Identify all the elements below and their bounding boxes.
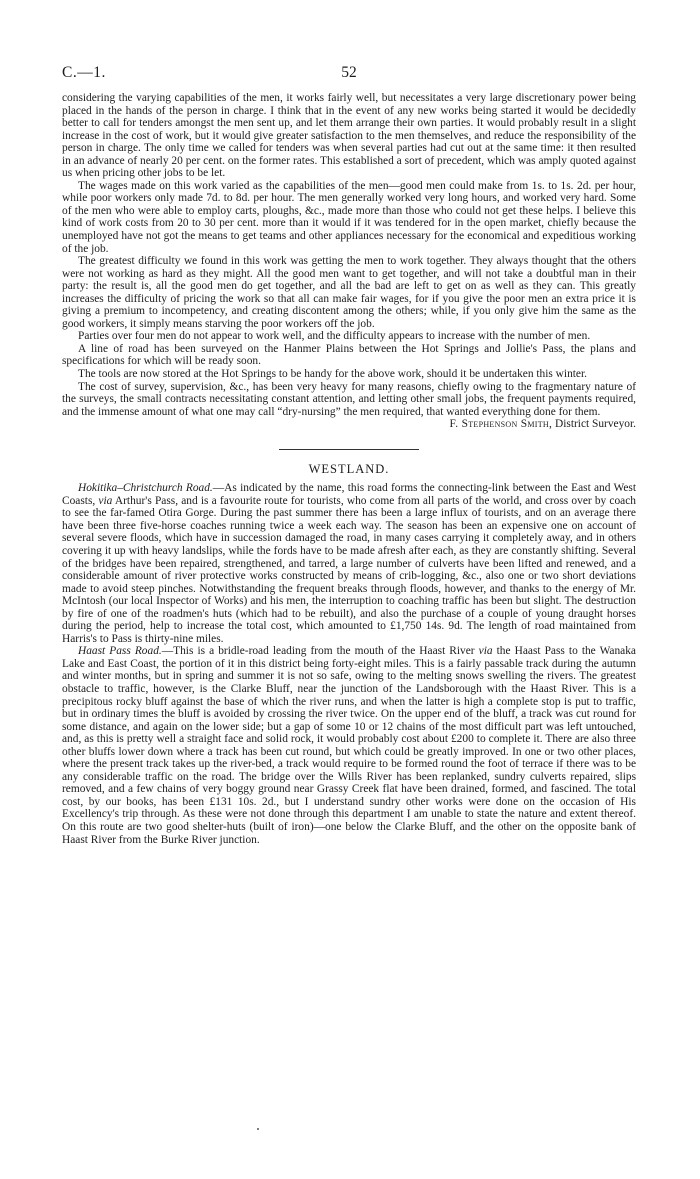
stray-mark xyxy=(257,1128,259,1130)
paragraph-party-size: Parties over four men do not appear to work well, and the difficulty appears to increase with the number of men. xyxy=(78,330,591,343)
paragraph-survey-cost: The cost of survey, supervision, &c., has been very heavy for many reasons, chiefly owing to the fragmentary nature of the surveys, the small contracts necessitating constant attention, and letting other small jobs, the frequent payments required, and the immense amount of what one may call “dry-nursing” the men required, that wanted everything done for them. xyxy=(62,380,636,418)
signature-name: F. Stephenson Smith, xyxy=(449,418,553,431)
section-divider xyxy=(279,449,419,450)
report-reference: C.—1. xyxy=(62,64,106,81)
page-number: 52 xyxy=(341,64,357,81)
paragraph-hokitika-road: Hokitika–Christchurch Road.—As indicated by the name, this road forms the connecting-link between the East and West Coasts, via Arthur's Pass, and is a favourite route for tourists, who come from all parts of the world, and cross over by coach to see the far-famed Otira Gorge. During the past summer there has been a large influx of tourists, and on an average there have been three five-horse coaches running twice a week each way. The season has been an expensive one on account of several severe floods, which have in succession damaged the road, in many cases carrying it completely away, and in others covering it up with heavy landslips, while the fords have to be made afresh after each, as they are constantly shifting. Several of the bridges have been repaired, strengthened, and tarred, a large number of culverts have been lifted and renewed, and a considerable amount of river protective works constructed by means of crib-logging, &c., also one or two short deviations made to avoid steep pinches. Notwithstanding the frequent breaks through floods, however, and thanks to the energy of Mr. McIntosh (our local Inspector of Works) and his men, the interruption to coaching traffic has been but slight. The destruction by fire of one of the roadmen's huts (which had to be rebuilt), and also the purchase of a couple of young draught horses during the period, help to increase the total cost, which amounted to £1,750 14s. 9d. The length of road maintained from Harris's to Pass is thirty-nine miles. xyxy=(62,482,636,645)
paragraph-haast-road: Haast Pass Road.—This is a bridle-road leading from the mouth of the Haast River via the Haast Pass to the Wanaka Lake and East Coast, the portion of it in this district being forty-eight miles. This is a fairly passable track during the autumn and winter months, but in spring and summer it is not so safe, owing to the melting snows swelling the rivers. The greatest obstacle to traffic, however, is the Clarke Bluff, near the junction of the Landsborough with the Haast River. This is a precipitous rocky bluff against the base of which the river runs, and when the latter is high a complete stop is put to traffic, but in ordinary times the bluff is avoided by crossing the river twice. On the upper end of the bluff, a track was cut round for some distance, and again on the lower side; but a gap of some 10 or 12 chains of the most difficult part was left untouched, and, as this is pretty well a straight face and solid rock, it would probably cost about £200 to complete it. There are also three other bluffs lower down where a track has been cut round, but which could be greatly improved. In one or two other places, where the present track takes up the river-bed, a track would require to be formed round the foot of terrace if there was to be any considerable traffic on the road. The bridge over the Wills River has been replanked, sundry culverts repaired, slips removed, and a few chains of very boggy ground near Grassy Creek flat have been drained, formed, and fascined. The total cost, by our books, has been £131 10s. 2d., but I understand sundry other works were done on the occasion of His Excellency's trip through. As these were not done through this department I am unable to state the nature and extent thereof. On this route are two good shelter-huts (built of iron)—one below the Clarke Bluff, and the other on the opposite bank of Haast River from the Burke River junction. xyxy=(62,645,636,846)
paragraph-wages: The wages made on this work varied as the capabilities of the men—good men could make from 1s. to 1s. 2d. per hour, while poor workers only made 7d. to 8d. per hour. The men generally worked very long hours, and worked very hard. Some of the men who were able to employ carts, ploughs, &c., made more than those who could not get these helps. I believe this kind of work costs from 20 to 30 per cent. more than it would if it was tendered for in the open market, chiefly because the unemployed have not got the means to get teams and other appliances necessary for the economical and expeditious working of the job. xyxy=(62,179,636,255)
page-header xyxy=(62,64,636,92)
document-page xyxy=(62,64,636,846)
road-heading-hokitika: Hokitika–Christchurch Road. xyxy=(78,482,213,495)
road-heading-haast: Haast Pass Road. xyxy=(78,645,162,658)
paragraph-hanmer-survey: A line of road has been surveyed on the Hanmer Plains between the Hot Springs and Jollie's Pass, the plans and specifications for which will be ready soon. xyxy=(62,342,636,368)
signature-title: District Surveyor. xyxy=(555,418,636,431)
paragraph-tendering: considering the varying capabilities of the men, it works fairly well, but necessitates a very large discretionary power being placed in the hands of the person in charge. I think that in the event of any new works being started it would be decidedly better to call for tenders amongst the men sent up, and let them arrange their own parties. It would probably result in a slight increase in the cost of work, but it would give greater satisfaction to the men themselves, and reduce the responsibility of the person in charge. The only time we called for tenders was when several parties had cut out at the same time: it then resulted in an advance of nearly 20 per cent. on the former rates. This established a sort of precedent, which was amply quoted against us when pricing other jobs to be let. xyxy=(62,92,636,180)
paragraph-tools: The tools are now stored at the Hot Springs to be handy for the above work, should it be undertaken this winter. xyxy=(78,368,587,381)
signature xyxy=(62,418,636,431)
section-heading-westland: WESTLAND. xyxy=(308,462,390,477)
paragraph-difficulty: The greatest difficulty we found in this work was getting the men to work together. They always thought that the others were not working as hard as they might. All the good men want to get together, and will not take a doubtful man in their party: the result is, all the good men do get together, and all the bad are left to get on as well as they can. This greatly increases the difficulty of pricing the work so that all can make fair wages, for if you give the poor men an extra price it is giving a premium to incompetency, and creating discontent among the others; while, if you only give him the same as the good workers, it simply means starving the poor workers off the job. xyxy=(62,255,636,330)
